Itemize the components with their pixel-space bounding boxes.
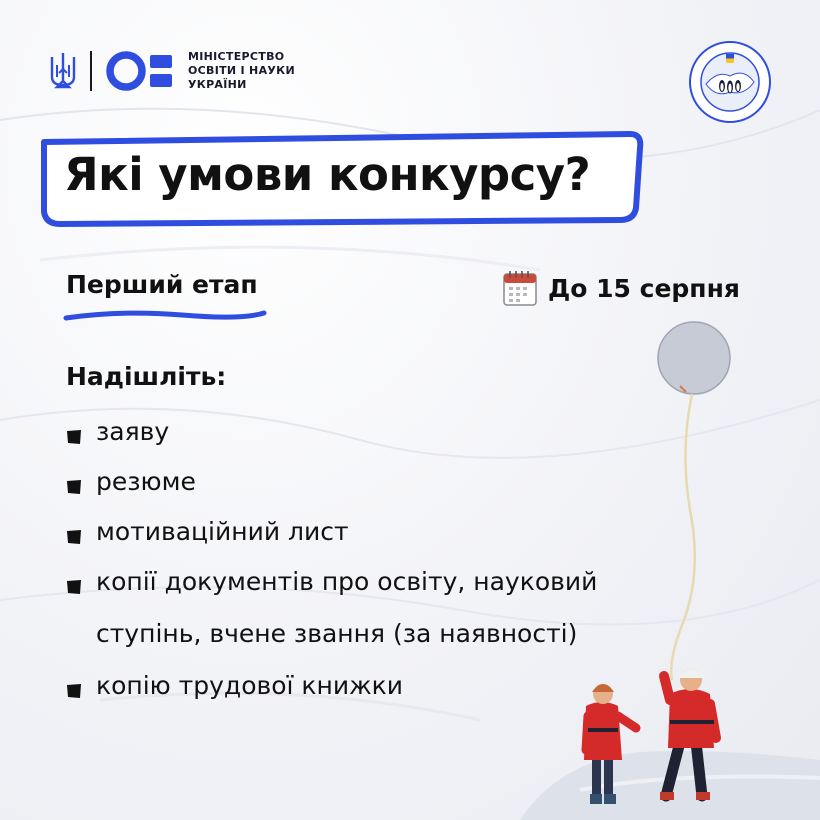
- researchers-balloon-photo: [520, 320, 820, 820]
- document-item-text: мотиваційний лист: [96, 517, 349, 546]
- calendar-icon: [502, 269, 538, 307]
- document-item-text: заяву: [96, 417, 170, 446]
- ministry-line-3: УКРАЇНИ: [188, 78, 247, 91]
- ministry-name: [188, 50, 295, 92]
- stage-underline: [62, 306, 268, 324]
- page-title: Які умови конкурсу?: [64, 148, 591, 201]
- stage-label: Перший етап: [66, 270, 258, 299]
- deadline-text: До 15 серпня: [548, 273, 740, 303]
- header: [48, 46, 295, 96]
- document-item-text: резюме: [96, 467, 196, 496]
- mon-logo-icon: [106, 49, 176, 93]
- document-item-continuation: ступінь, вчене звання (за наявності): [96, 619, 578, 648]
- ministry-line-2: ОСВІТИ І НАУКИ: [188, 64, 295, 77]
- bullet-square-icon: [66, 429, 82, 445]
- document-item-text: копію трудової книжки: [96, 671, 403, 700]
- weather-balloon: [658, 322, 730, 394]
- header-divider: [90, 51, 92, 91]
- bullet-square-icon: [66, 479, 82, 495]
- bullet-square-icon: [66, 683, 82, 699]
- document-item-text: копії документів про освіту, науковий: [96, 567, 598, 596]
- send-heading: Надішліть:: [66, 362, 227, 391]
- deadline: [502, 268, 740, 308]
- antarctic-center-emblem-icon: [688, 40, 772, 124]
- ministry-line-1: МІНІСТЕРСТВО: [188, 50, 285, 63]
- title-frame: [30, 128, 648, 228]
- trident-icon: [48, 51, 78, 91]
- bullet-square-icon: [66, 529, 82, 545]
- bullet-square-icon: [66, 579, 82, 595]
